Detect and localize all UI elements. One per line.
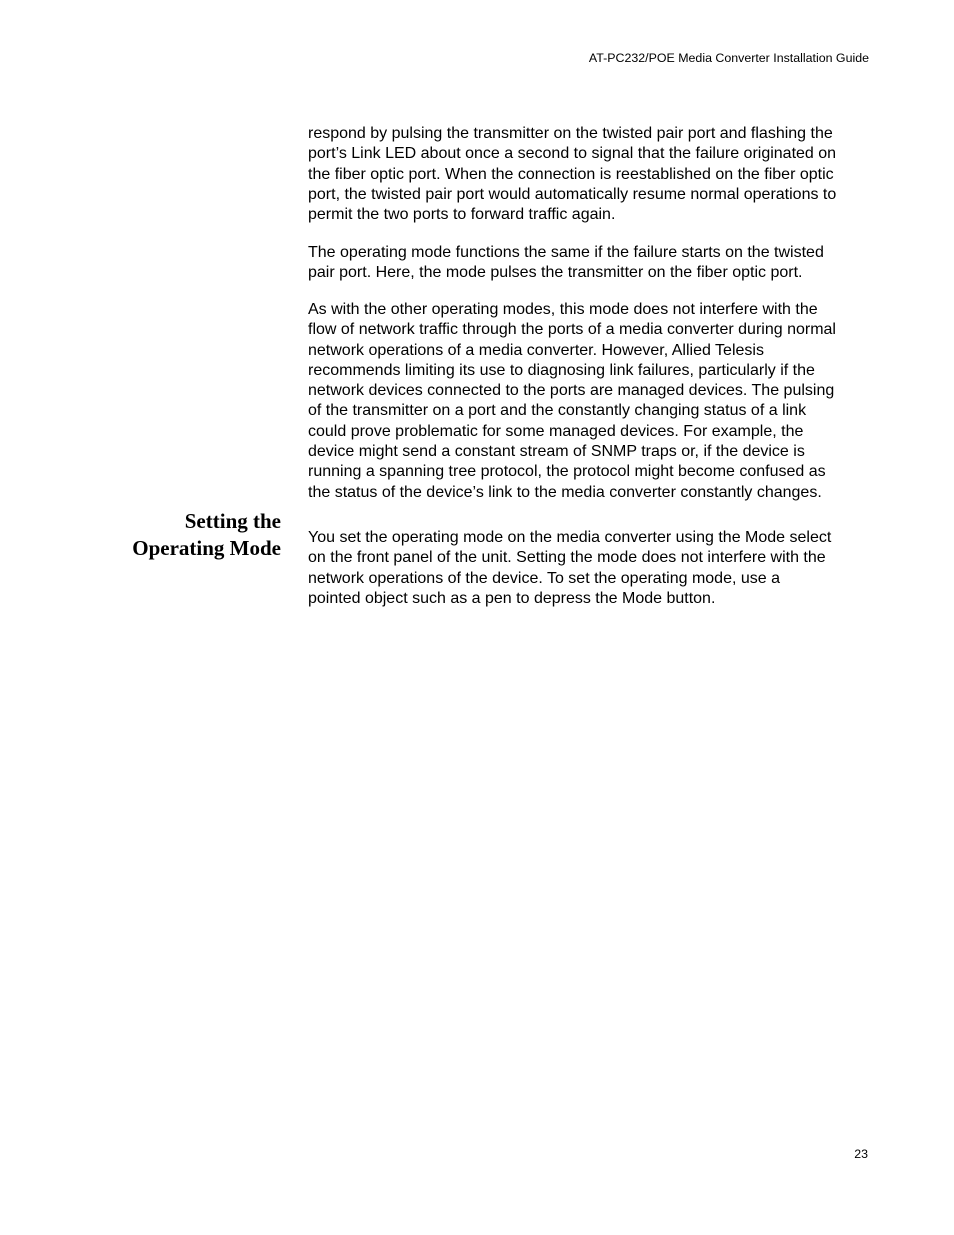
running-header: AT-PC232/POE Media Converter Installation Guide — [588, 51, 869, 65]
body-paragraph — [308, 300, 870, 503]
body-paragraph — [308, 243, 870, 284]
paragraph-line: port’s Link LED about once a second to signal that the failure originated on — [308, 145, 837, 163]
paragraph-line: respond by pulsing the transmitter on the twisted pair port and flashing the — [308, 125, 833, 142]
paragraph-line: running a spanning tree protocol, the protocol might become confused as — [308, 463, 826, 481]
section-paragraph — [308, 528, 870, 609]
page-number: 23 — [854, 1147, 868, 1161]
paragraph-line: recommends limiting its use to diagnosing link failures, particularly if the — [308, 361, 815, 379]
paragraph-line: flow of network traffic through the ports of a media converter during normal — [308, 321, 836, 339]
section-heading-line: Operating Mode — [132, 536, 281, 560]
paragraph-line: network operations of a media converter. However, Allied Telesis — [308, 341, 764, 359]
paragraph-line: The operating mode functions the same if the failure starts on the twisted — [308, 244, 824, 261]
paragraph-line: permit the two ports to forward traffic again. — [308, 206, 616, 224]
paragraph-line: the status of the device’s link to the media converter constantly changes. — [308, 483, 822, 501]
paragraph-line: of the transmitter on a port and the constantly changing status of a link — [308, 402, 807, 420]
section-heading-line: Setting the — [184, 509, 281, 533]
paragraph-line: As with the other operating modes, this mode does not interfere with the — [308, 301, 818, 318]
paragraph-line: on the front panel of the unit. Setting the mode does not interfere with the — [308, 549, 826, 567]
section-heading — [132, 508, 281, 562]
paragraph-line: port, the twisted pair port would automatically resume normal operations to — [308, 185, 837, 203]
paragraph-line: could prove problematic for some managed devices. For example, the — [308, 422, 804, 440]
paragraph-line: pointed object such as a pen to depress the Mode button. — [308, 589, 716, 607]
paragraph-line: the fiber optic port. When the connection is reestablished on the fiber optic — [308, 165, 834, 183]
paragraph-line: network operations of the device. To set the operating mode, use a — [308, 569, 780, 587]
paragraph-line: device might send a constant stream of SNMP traps or, if the device is — [308, 443, 805, 461]
paragraph-line: network devices connected to the ports are managed devices. The pulsing — [308, 382, 835, 400]
paragraph-line: You set the operating mode on the media converter using the Mode select — [308, 529, 832, 546]
body-paragraph — [308, 124, 870, 225]
paragraph-line: pair port. Here, the mode pulses the transmitter on the fiber optic port. — [308, 264, 803, 282]
